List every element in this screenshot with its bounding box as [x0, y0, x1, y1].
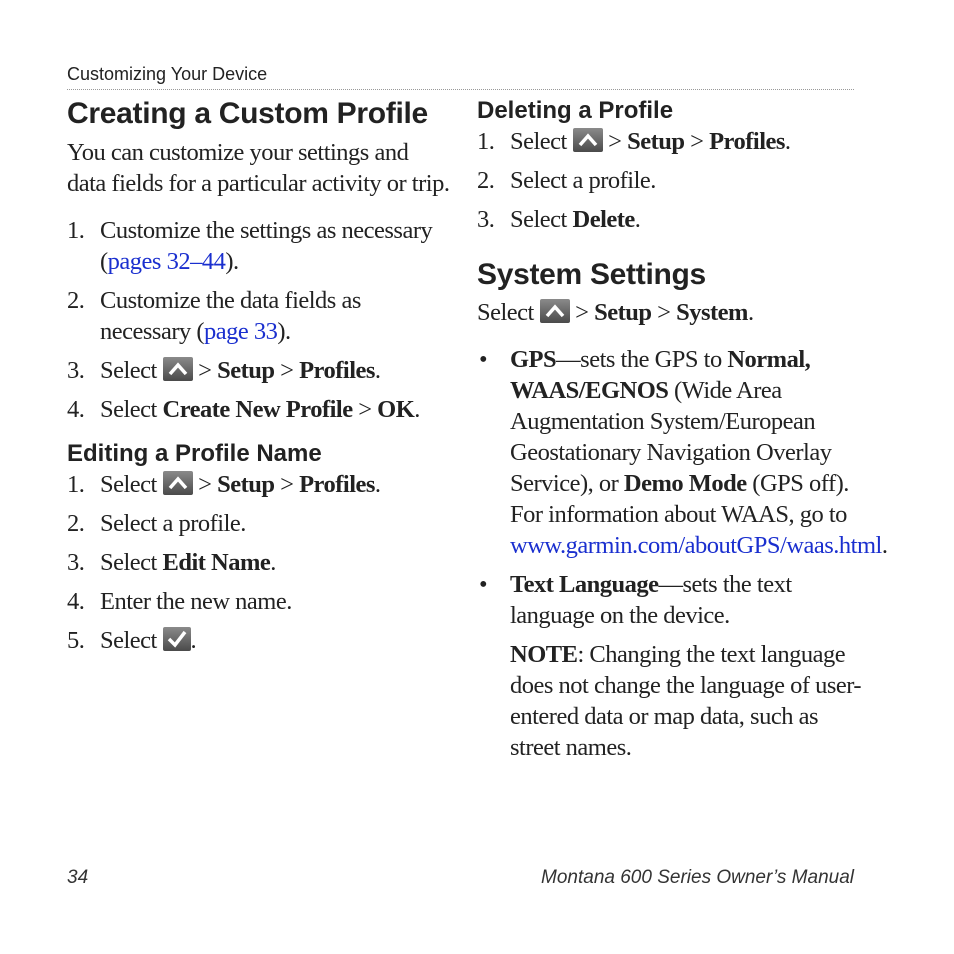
- create-profile-steps: [67, 215, 452, 425]
- list-item-gps: • GPS—sets the GPS to Normal, WAAS/EGNOS (Wide Area Augmentation System/European Geostationary Navigation Overlay Service), or Demo Mode (GPS off). For information about WAAS, go to www.garmin.com/aboutGPS/waas.html.: [479, 346, 888, 559]
- home-menu-icon: [163, 471, 193, 495]
- home-menu-icon: [573, 128, 603, 152]
- page-number: 34: [67, 867, 89, 888]
- subsection-title-edit-profile: Editing a Profile Name: [67, 440, 322, 467]
- home-menu-icon: [163, 357, 193, 381]
- checkmark-icon: [163, 627, 191, 651]
- list-item: 5. Select .: [67, 627, 197, 654]
- right-column: [477, 96, 888, 763]
- note-paragraph: NOTE: Changing the text language does not change the language of user-entered data or map data, such as street names.: [510, 641, 862, 761]
- list-item: 3. Select Delete.: [477, 206, 641, 233]
- subsection-title-delete-profile: Deleting a Profile: [477, 97, 674, 124]
- list-item: 4. Select Create New Profile > OK.: [67, 396, 420, 423]
- list-item: 4. Enter the new name.: [67, 588, 292, 615]
- intro-paragraph: You can customize your settings and data fields for a particular activity or trip.: [67, 139, 450, 197]
- list-item: 1. Select > Setup > Profiles.: [477, 128, 791, 155]
- delete-profile-steps: [477, 126, 862, 235]
- manual-title: Montana 600 Series Owner’s Manual: [541, 867, 854, 888]
- pages-link[interactable]: pages 32–44: [107, 248, 226, 275]
- system-settings-list: [477, 344, 888, 763]
- list-item: 2. Customize the data fields as necessary (page 33).: [67, 287, 361, 345]
- list-item: 1. Customize the settings as necessary (pages 32–44).: [67, 217, 433, 275]
- list-item: 3. Select > Setup > Profiles.: [67, 357, 381, 384]
- page-link[interactable]: page 33: [204, 318, 278, 345]
- list-item: 1. Select > Setup > Profiles.: [67, 471, 381, 498]
- system-intro: Select > Setup > System.: [477, 299, 754, 326]
- garmin-waas-link[interactable]: www.garmin.com/aboutGPS/waas.html: [510, 532, 882, 559]
- edit-profile-steps: [67, 469, 452, 656]
- section-title-custom-profile: Creating a Custom Profile: [67, 97, 428, 130]
- list-item: 2. Select a profile.: [477, 167, 656, 194]
- list-item-text-language: • Text Language—sets the text language on the device. NOTE: Changing the text language does not change the language of user-entered data or map data, such as street names.: [479, 571, 862, 761]
- running-header: Customizing Your Device: [67, 64, 268, 84]
- list-item: 2. Select a profile.: [67, 510, 246, 537]
- section-title-system-settings: System Settings: [477, 258, 706, 291]
- home-menu-icon: [540, 299, 570, 323]
- left-column: [67, 96, 452, 656]
- list-item: 3. Select Edit Name.: [67, 549, 276, 576]
- header-divider: [67, 89, 854, 90]
